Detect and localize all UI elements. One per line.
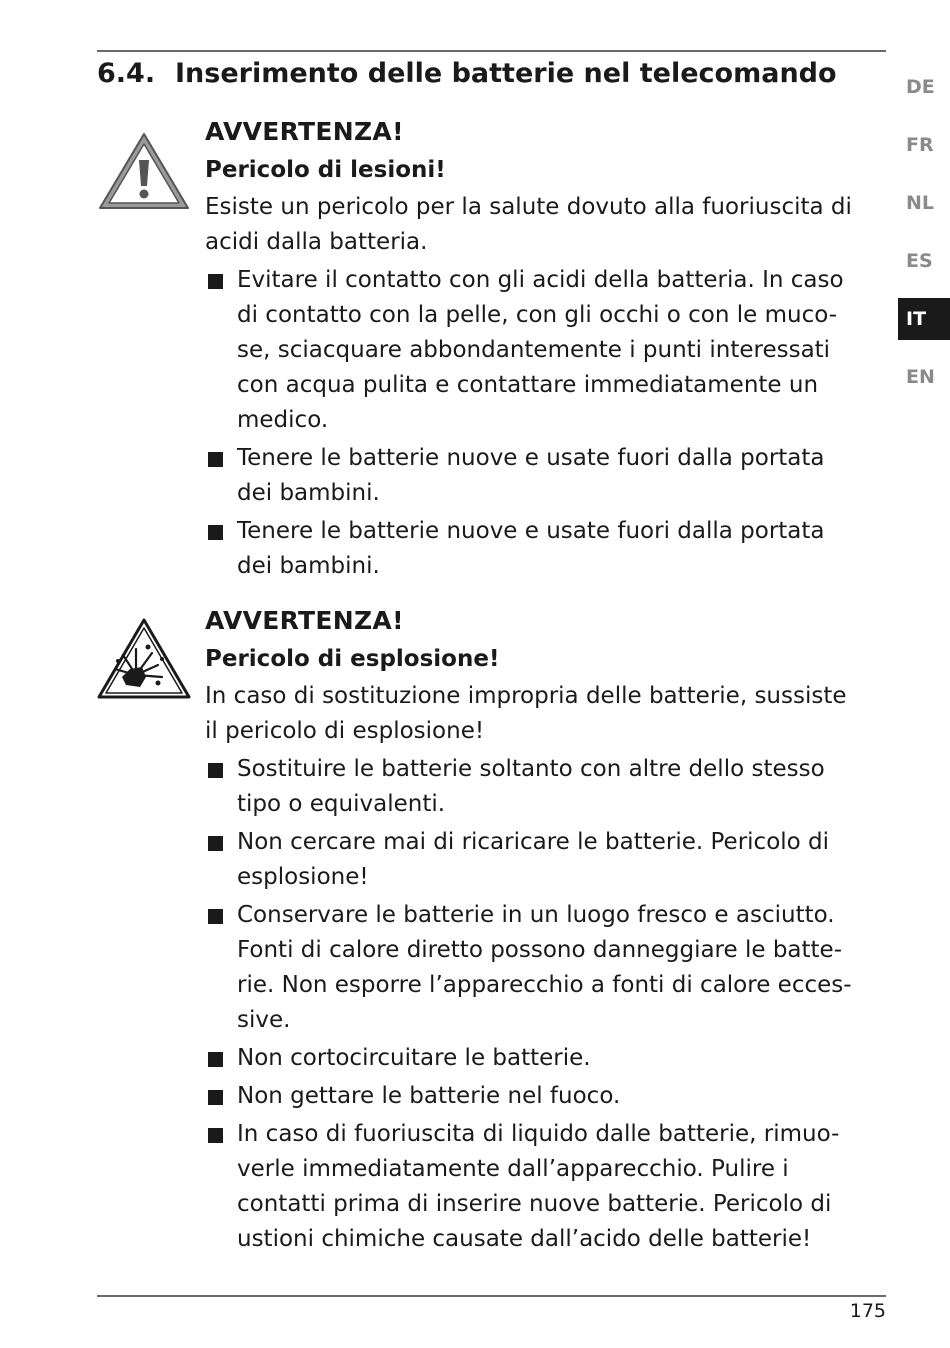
square-bullet-icon — [208, 763, 223, 778]
lang-tab-fr[interactable]: FR — [906, 134, 934, 156]
warning-list — [205, 263, 895, 584]
square-bullet-icon — [208, 525, 223, 540]
list-item: Tenere le batterie nuove e usate fuori dalla portata dei bambini. — [205, 441, 895, 511]
square-bullet-icon — [208, 452, 223, 467]
section-title: Inserimento delle batterie nel telecomando — [175, 58, 837, 89]
lang-tab-es[interactable]: ES — [906, 250, 933, 272]
list-item: Non cercare mai di ricaricare le batterie. Pericolo di esplosione! — [205, 825, 895, 895]
explosion-hazard-icon — [96, 617, 192, 701]
list-item: In caso di fuoriuscita di liquido dalle batterie, rimuo- verle immediatamente dall’apparecchio. Pulire i contatti prima di inserire nuove batterie. Pericolo di ustioni chimiche causate dall’acido delle batterie! — [205, 1117, 895, 1257]
square-bullet-icon — [208, 1128, 223, 1143]
warning-title: AVVERTENZA! — [205, 606, 404, 635]
list-item: Non gettare le batterie nel fuoco. — [205, 1079, 895, 1114]
top-rule — [97, 50, 886, 52]
square-bullet-icon — [208, 836, 223, 851]
warning-intro: Esiste un pericolo per la salute dovuto alla fuoriuscita di acidi dalla batteria. — [205, 194, 852, 255]
warning-intro: In caso di sostituzione impropria delle batterie, sussiste il pericolo di esplosione! — [205, 683, 847, 744]
lang-tab-de[interactable]: DE — [906, 76, 935, 98]
list-item: Sostituire le batterie soltanto con altre dello stesso tipo o equivalenti. — [205, 752, 895, 822]
lang-tab-nl[interactable]: NL — [906, 192, 935, 214]
list-item: Conservare le batterie in un luogo fresco e asciutto. Fonti di calore diretto possono danneggiare le batte- rie. Non esporre l’apparecchio a fonti di calore ecces- sive. — [205, 898, 895, 1038]
bottom-rule — [97, 1295, 886, 1297]
page-number: 175 — [849, 1300, 886, 1322]
lang-tab-en[interactable]: EN — [906, 366, 935, 388]
list-item: Evitare il contatto con gli acidi della batteria. In caso di contatto con la pelle, con gli occhi o con le muco- se, sciacquare abbondantemente i punti interessati con acqua pulita e contattare immediatamente un medico. — [205, 263, 895, 438]
warning-title: AVVERTENZA! — [205, 117, 404, 146]
square-bullet-icon — [208, 274, 223, 289]
lang-tab-it[interactable]: IT — [898, 298, 950, 340]
square-bullet-icon — [208, 1052, 223, 1067]
list-item: Non cortocircuitare le batterie. — [205, 1041, 895, 1076]
warning-subtitle: Pericolo di esplosione! — [205, 646, 500, 672]
warning-block-injury — [205, 113, 895, 587]
warning-subtitle: Pericolo di lesioni! — [205, 157, 446, 183]
warning-block-explosion — [205, 602, 895, 1260]
section-number: 6.4. — [97, 58, 156, 89]
warning-triangle-icon — [96, 130, 192, 212]
warning-list — [205, 752, 895, 1257]
square-bullet-icon — [208, 909, 223, 924]
section-heading — [97, 58, 887, 89]
list-item: Tenere le batterie nuove e usate fuori dalla portata dei bambini. — [205, 514, 895, 584]
square-bullet-icon — [208, 1090, 223, 1105]
